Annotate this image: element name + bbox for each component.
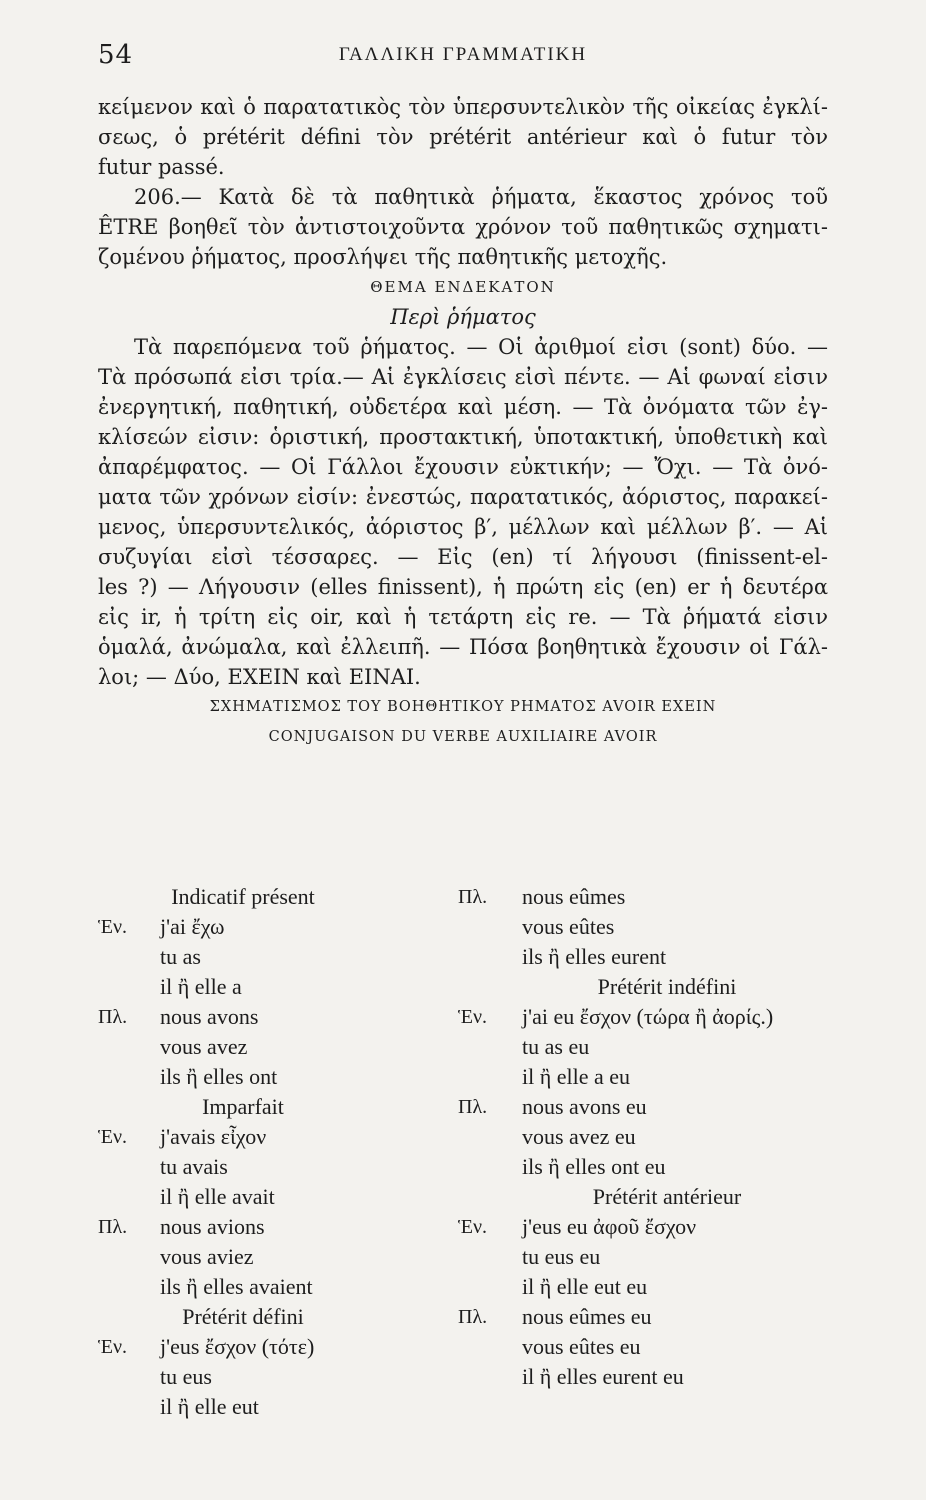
conjugation-row bbox=[98, 1002, 463, 1032]
conjugation-text: vous aviez bbox=[160, 1244, 254, 1269]
theme-line: Τὰ παρεπόμενα τοῦ ῥήματος. — Οἱ ἀριθμοί εἰσι (sont) δύο. — bbox=[134, 335, 828, 359]
number-label: Ἑν. bbox=[98, 1336, 128, 1358]
conjugation-text: il ἢ elle a eu bbox=[522, 1064, 631, 1089]
tense-heading bbox=[458, 972, 823, 1002]
conjugation-row bbox=[98, 1332, 463, 1362]
theme-line: εἰς ir, ἡ τρίτη εἰς oir, καὶ ἡ τετάρτη εἰς re. — Τὰ ῥήματά εἰσιν bbox=[98, 605, 828, 629]
tense-heading-text: Prétérit antérieur bbox=[592, 1184, 742, 1209]
theme-line: συζυγίαι εἰσὶ τέσσαρες. — Εἰς (en) τί λήγουσι (finissent-el- bbox=[98, 545, 828, 569]
prose-line: futur passé. bbox=[98, 155, 225, 179]
conjugation-text: ils ἢ elles ont eu bbox=[522, 1154, 666, 1179]
conjugation-row bbox=[98, 1152, 463, 1182]
conjugation-text: tu eus eu bbox=[522, 1244, 601, 1269]
conjugation-row bbox=[98, 1032, 463, 1062]
conjugation-row bbox=[98, 1392, 463, 1422]
conjugation-text: vous avez bbox=[160, 1034, 248, 1059]
conjugation-row bbox=[98, 1062, 463, 1092]
conjugation-text: il ἢ elle eut eu bbox=[522, 1274, 648, 1299]
theme-line: ἐνεργητική, παθητική, οὐδετέρα καὶ μέση. — Τὰ ὀνόματα τῶν ἐγ- bbox=[98, 395, 828, 419]
conjugation-row bbox=[458, 1212, 823, 1242]
conjugation-text: ils ἢ elles ont bbox=[160, 1064, 278, 1089]
prose-line: ζομένου ῥήματος, προσλήψει τῆς παθητικῆς μετοχῆς. bbox=[98, 245, 668, 269]
conjugation-left-column bbox=[98, 882, 463, 1422]
tense-heading-text: Indicatif présent bbox=[171, 884, 315, 909]
main-text bbox=[98, 92, 828, 752]
theme-line: κλίσεών εἰσιν: ὁριστική, προστακτική, ὑποτακτική, ὑποθετικὴ καὶ bbox=[98, 425, 828, 449]
theme-line: ἀπαρέμφατος. — Οἱ Γάλλοι ἔχουσιν εὐκτικήν; — Ὄχι. — Τὰ ὀνό- bbox=[98, 455, 828, 479]
number-label: Πλ. bbox=[98, 1216, 128, 1238]
conjugation-text: tu as bbox=[160, 944, 201, 969]
conjugation-row bbox=[98, 972, 463, 1002]
conjugation-row bbox=[458, 1242, 823, 1272]
prose-line: ÊTRE βοηθεῖ τὸν ἀντιστοιχοῦντα χρόνον τοῦ παθητικῶς σχηματι- bbox=[98, 215, 828, 239]
number-label: Πλ. bbox=[458, 886, 488, 908]
conjugation-text: il ἢ elle eut bbox=[160, 1394, 259, 1419]
conjugation-row bbox=[458, 1002, 823, 1032]
section-title-greek: ΣΧΗΜΑΤΙΣΜΟΣ ΤΟΥ ΒΟΗΘΗΤΙΚΟΥ ΡΗΜΑΤΟΣ AVOIR EXEIN bbox=[209, 699, 717, 715]
conjugation-text: nous avions bbox=[160, 1214, 265, 1239]
conjugation-text: j'ai ἔχω bbox=[160, 914, 225, 939]
conjugation-text: nous eûmes eu bbox=[522, 1304, 652, 1329]
conjugation-row bbox=[458, 942, 823, 972]
conjugation-row bbox=[458, 1032, 823, 1062]
conjugation-row bbox=[98, 1272, 463, 1302]
tense-heading-text: Prétérit défini bbox=[182, 1304, 304, 1329]
theme-line: μενος, ὑπερσυντελικός, ἀόριστος β′, μέλλων καὶ μέλλων β′. — Αἱ bbox=[98, 515, 828, 539]
conjugation-row bbox=[458, 1062, 823, 1092]
theme-line: ματα τῶν χρόνων εἰσίν: ἐνεστώς, παρατατικός, ἀόριστος, παρακεί- bbox=[98, 485, 828, 509]
conjugation-text: il ἢ elle a bbox=[160, 974, 242, 999]
conjugation-row bbox=[98, 1362, 463, 1392]
conjugation-row bbox=[458, 1302, 823, 1332]
running-title: ΓΑΛΛΙΚΗ ΓΡΑΜΜΑΤΙΚΗ bbox=[338, 44, 588, 65]
conjugation-row bbox=[458, 882, 823, 912]
prose-line: κείμενον καὶ ὁ παρατατικὸς τὸν ὑπερσυντελικὸν τῆς οἰκείας ἐγκλί- bbox=[98, 95, 828, 119]
conjugation-row bbox=[458, 1122, 823, 1152]
conjugation-row bbox=[98, 1212, 463, 1242]
conjugation-row bbox=[98, 942, 463, 972]
theme-line: Τὰ πρόσωπά εἰσι τρία.— Αἱ ἐγκλίσεις εἰσὶ πέντε. — Αἱ φωναί εἰσιν bbox=[98, 365, 828, 389]
number-label: Ἑν. bbox=[458, 1006, 488, 1028]
tense-heading bbox=[458, 1182, 823, 1212]
conjugation-text: il ἢ elle avait bbox=[160, 1184, 275, 1209]
conjugation-row bbox=[98, 1242, 463, 1272]
tense-heading bbox=[98, 1302, 463, 1332]
conjugation-row bbox=[458, 1152, 823, 1182]
prose-line: 206.— Κατὰ δὲ τὰ παθητικὰ ῥήματα, ἕκαστος χρόνος τοῦ bbox=[134, 185, 828, 209]
conjugation-row bbox=[458, 1332, 823, 1362]
conjugation-row bbox=[98, 912, 463, 942]
number-label: Πλ. bbox=[98, 1006, 128, 1028]
conjugation-text: tu avais bbox=[160, 1154, 228, 1179]
conjugation-text: nous avons bbox=[160, 1004, 259, 1029]
theme-line: ὁμαλά, ἀνώμαλα, καὶ ἐλλειπῆ. — Πόσα βοηθητικὰ ἔχουσιν οἱ Γάλ- bbox=[98, 635, 828, 659]
conjugation-text: nous eûmes bbox=[522, 884, 626, 909]
tense-heading bbox=[98, 882, 463, 912]
conjugation-text: vous eûtes eu bbox=[522, 1334, 641, 1359]
conjugation-text: ils ἢ elles eurent bbox=[522, 944, 667, 969]
conjugation-text: vous avez eu bbox=[522, 1124, 636, 1149]
conjugation-right-column bbox=[458, 882, 823, 1392]
conjugation-row bbox=[458, 1272, 823, 1302]
number-label: Πλ. bbox=[458, 1096, 488, 1118]
page-number: 54 bbox=[98, 40, 134, 70]
number-label: Ἑν. bbox=[98, 1126, 128, 1148]
conjugation-text: nous avons eu bbox=[522, 1094, 647, 1119]
theme-line: λοι; — Δύο, EXEIN καὶ EINAI. bbox=[98, 665, 421, 689]
conjugation-text: il ἢ elles eurent eu bbox=[522, 1364, 684, 1389]
conjugation-row bbox=[458, 912, 823, 942]
conjugation-text: ils ἢ elles avaient bbox=[160, 1274, 313, 1299]
conjugation-row bbox=[458, 1092, 823, 1122]
number-label: Πλ. bbox=[458, 1306, 488, 1328]
page-header bbox=[98, 40, 828, 76]
conjugation-row bbox=[458, 1362, 823, 1392]
section-title-french: CONJUGAISON DU VERBE AUXILIAIRE AVOIR bbox=[268, 729, 658, 745]
conjugation-text: j'eus ἔσχον (τότε) bbox=[160, 1334, 315, 1359]
theme-subtitle: Περὶ ῥήματος bbox=[390, 305, 536, 329]
conjugation-text: vous eûtes bbox=[522, 914, 615, 939]
theme-title: ΘΕΜΑ ΕΝΔΕΚΑΤΟΝ bbox=[370, 278, 556, 296]
number-label: Ἑν. bbox=[98, 916, 128, 938]
conjugation-text: j'avais εἶχον bbox=[160, 1124, 267, 1149]
conjugation-text: j'ai eu ἔσχον (τώρα ἢ ἀορίς.) bbox=[522, 1004, 774, 1029]
conjugation-text: j'eus eu ἀφοῦ ἔσχον bbox=[522, 1214, 697, 1239]
tense-heading-text: Prétérit indéfini bbox=[597, 974, 737, 999]
tense-heading bbox=[98, 1092, 463, 1122]
conjugation-row bbox=[98, 1182, 463, 1212]
conjugation-text: tu eus bbox=[160, 1364, 212, 1389]
theme-line: les ?) — Λήγουσιν (elles finissent), ἡ πρώτη εἰς (en) er ἡ δευτέρα bbox=[98, 575, 828, 599]
conjugation-row bbox=[98, 1122, 463, 1152]
tense-heading-text: Imparfait bbox=[202, 1094, 284, 1119]
number-label: Ἑν. bbox=[458, 1216, 488, 1238]
conjugation-text: tu as eu bbox=[522, 1034, 590, 1059]
prose-line: σεως, ὁ prétérit défini τὸν prétérit antérieur καὶ ὁ futur τὸν bbox=[98, 125, 828, 149]
